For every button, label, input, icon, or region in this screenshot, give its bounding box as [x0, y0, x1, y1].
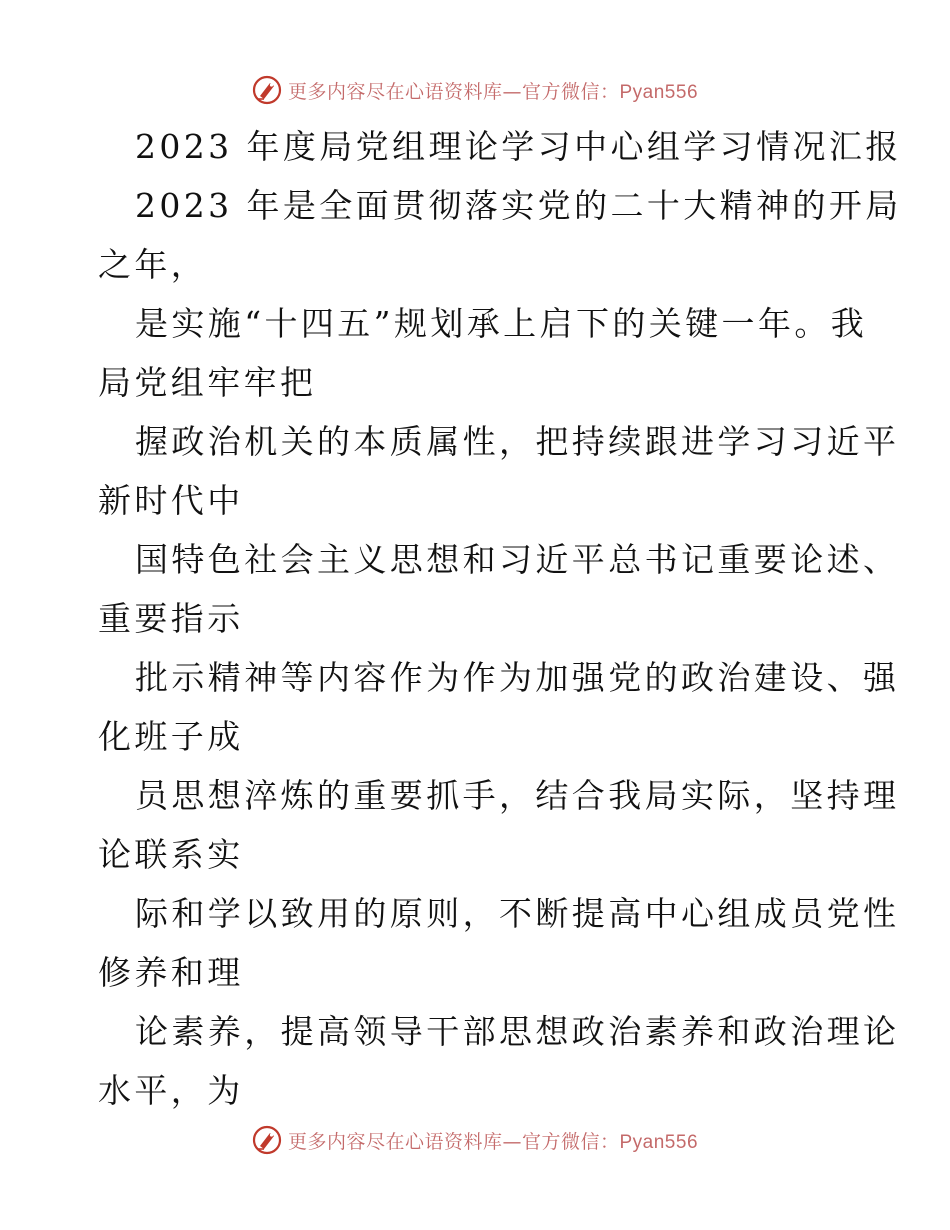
paragraph-line: 国特色社会主义思想和习近平总书记重要论述、	[135, 540, 900, 579]
paragraph-line: 际和学以致用的原则，不断提高中心组成员党性	[135, 894, 900, 933]
paragraph-line: 是实施“十四五”规划承上启下的关键一年。我	[135, 304, 868, 343]
paragraph-line: 修养和理	[98, 953, 244, 992]
watermark-text: 更多内容尽在心语资料库—官方微信：Pyan556	[287, 80, 699, 103]
document-title: 2023 年度局党组理论学习中心组学习情况汇报	[135, 127, 902, 166]
header-watermark	[0, 70, 950, 110]
watermark-text: 更多内容尽在心语资料库—官方微信：Pyan556	[287, 1130, 699, 1153]
paragraph-line: 握政治机关的本质属性，把持续跟进学习习近平	[135, 422, 900, 461]
paragraph-line: 化班子成	[98, 717, 244, 756]
paragraph-line: 局党组牢牢把	[98, 363, 317, 402]
paragraph-line: 之年，	[98, 245, 208, 284]
pen-logo-icon	[252, 75, 282, 105]
paragraph-line: 新时代中	[98, 481, 244, 520]
paragraph-line: 论素养，提高领导干部思想政治素养和政治理论	[135, 1012, 900, 1051]
paragraph-line: 论联系实	[98, 835, 244, 874]
footer-watermark	[0, 1120, 950, 1160]
paragraph-line: 重要指示	[98, 599, 244, 638]
paragraph-line: 2023 年是全面贯彻落实党的二十大精神的开局	[135, 186, 902, 225]
paragraph-line: 批示精神等内容作为作为加强党的政治建设、强	[135, 658, 900, 697]
paragraph-line: 水平，为	[98, 1071, 244, 1110]
paragraph-line: 员思想淬炼的重要抓手，结合我局实际，坚持理	[135, 776, 900, 815]
pen-logo-icon	[252, 1125, 282, 1155]
